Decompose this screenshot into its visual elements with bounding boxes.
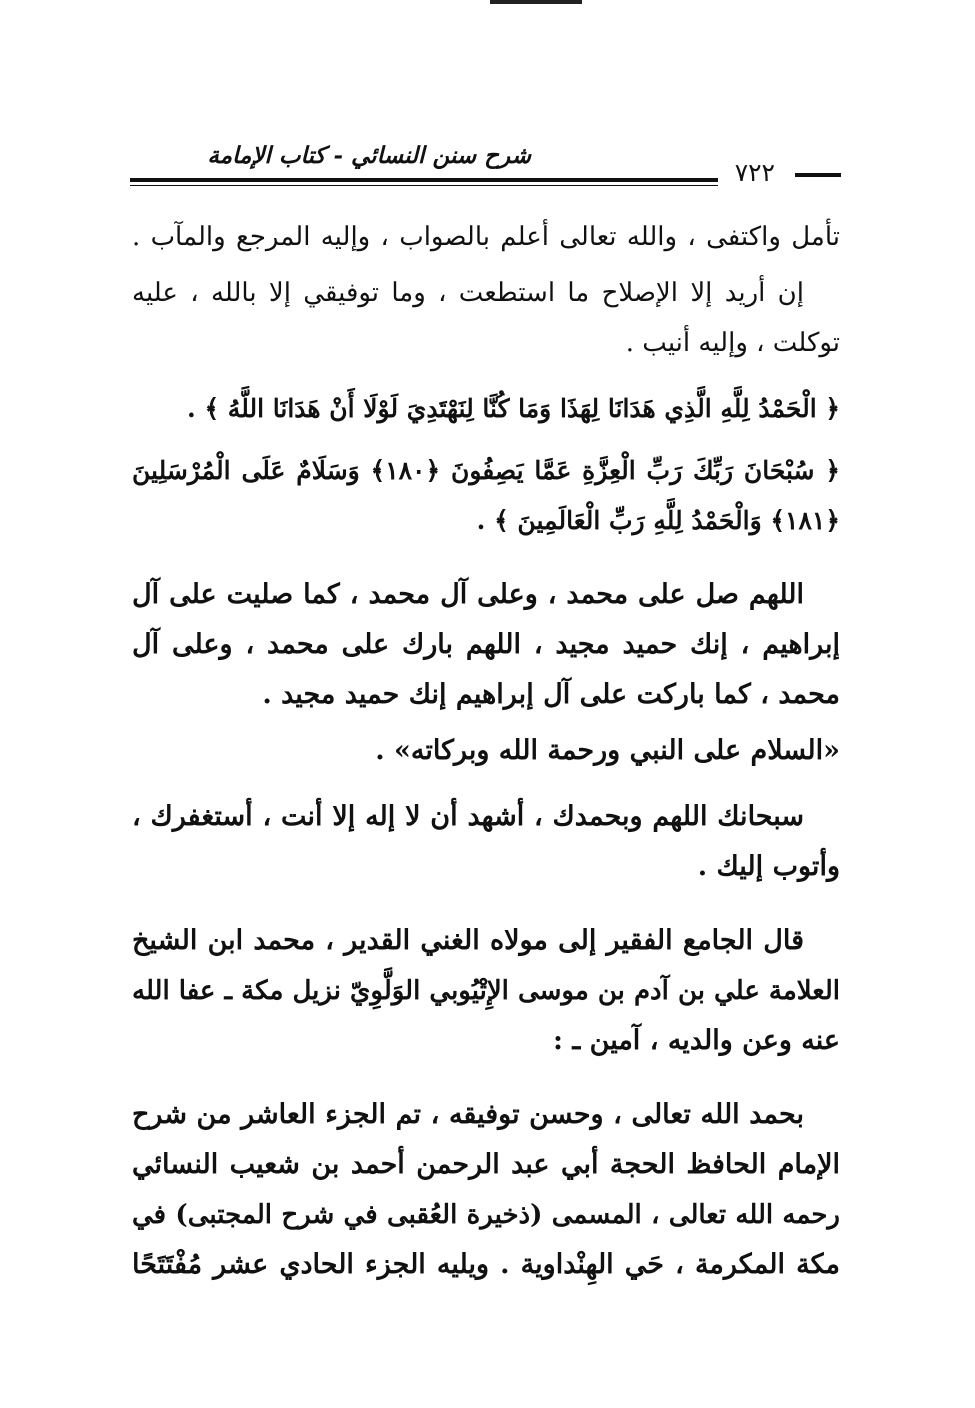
text-line: إن أريد إلا الإصلاح ما استطعت ، وما توفيقي إلا بالله ، عليه [132, 278, 804, 308]
text-line: تأمل واكتفى ، والله تعالى أعلم بالصواب ، وإليه المرجع والمآب . [132, 222, 840, 252]
colophon-line: بحمد الله تعالى ، وحسن توفيقه ، تم الجزء العاشر من شرح [132, 1099, 804, 1130]
running-title: شرح سنن النسائي - كتاب الإمامة [207, 142, 531, 169]
page-number: ٧٢٢ [734, 158, 775, 187]
text-line: توكلت ، وإليه أنيب . [625, 328, 840, 358]
top-edge-mark [490, 0, 582, 4]
header-rule-thin [130, 185, 718, 186]
closing-line: عنه وعن والديه ، آمين ـ : [552, 1025, 840, 1056]
prayer-line: محمد ، كما باركت على آل إبراهيم إنك حميد مجيد . [262, 679, 840, 710]
closing-line: العلامة علي بن آدم بن موسى الإِتْيُوبي الوَلَّوِيّ نزيل مكة ـ عفا الله [132, 976, 840, 1006]
prayer-line: إبراهيم ، إنك حميد مجيد ، اللهم بارك على محمد ، وعلى آل [132, 629, 840, 660]
colophon-line: رحمه الله تعالى ، المسمى (ذخيرة العُقبى في شرح المجتبى) في [132, 1200, 840, 1230]
prayer-line: سبحانك اللهم وبحمدك ، أشهد أن لا إله إلا أنت ، أستغفرك ، [132, 801, 804, 832]
body-text [132, 212, 840, 1290]
colophon-line: مكة المكرمة ، حَي الهِنْداوية . ويليه الجزء الحادي عشر مُفْتَتَحًا [132, 1249, 840, 1280]
quran-verse-line: ﴿ سُبْحَانَ رَبِّكَ رَبِّ الْعِزَّةِ عَمَّا يَصِفُونَ ﴿١٨٠﴾ وَسَلَامٌ عَلَى الْمُرْسَلِينَ [132, 456, 840, 485]
page-header [130, 140, 841, 190]
prayer-line: «السلام على النبي ورحمة الله وبركاته» . [375, 735, 840, 766]
header-dash [795, 173, 841, 177]
quran-verse-line: ﴿ الْحَمْدُ لِلَّهِ الَّذِي هَدَانَا لِهَذَا وَمَا كُنَّا لِنَهْتَدِيَ لَوْلَا أَنْ هَدَانَا اللَّهُ ﴾ . [187, 394, 840, 423]
quran-verse-line: ﴿١٨١﴾ وَالْحَمْدُ لِلَّهِ رَبِّ الْعَالَمِينَ ﴾ . [476, 506, 840, 535]
closing-line: قال الجامع الفقير إلى مولاه الغني القدير ، محمد ابن الشيخ [132, 925, 804, 956]
header-rule [130, 178, 718, 182]
colophon-line: الإمام الحافظ الحجة أبي عبد الرحمن أحمد بن شعيب النسائي [132, 1149, 840, 1180]
prayer-line: اللهم صل على محمد ، وعلى آل محمد ، كما صليت على آل [132, 579, 804, 610]
prayer-line: وأتوب إليك . [697, 851, 840, 882]
